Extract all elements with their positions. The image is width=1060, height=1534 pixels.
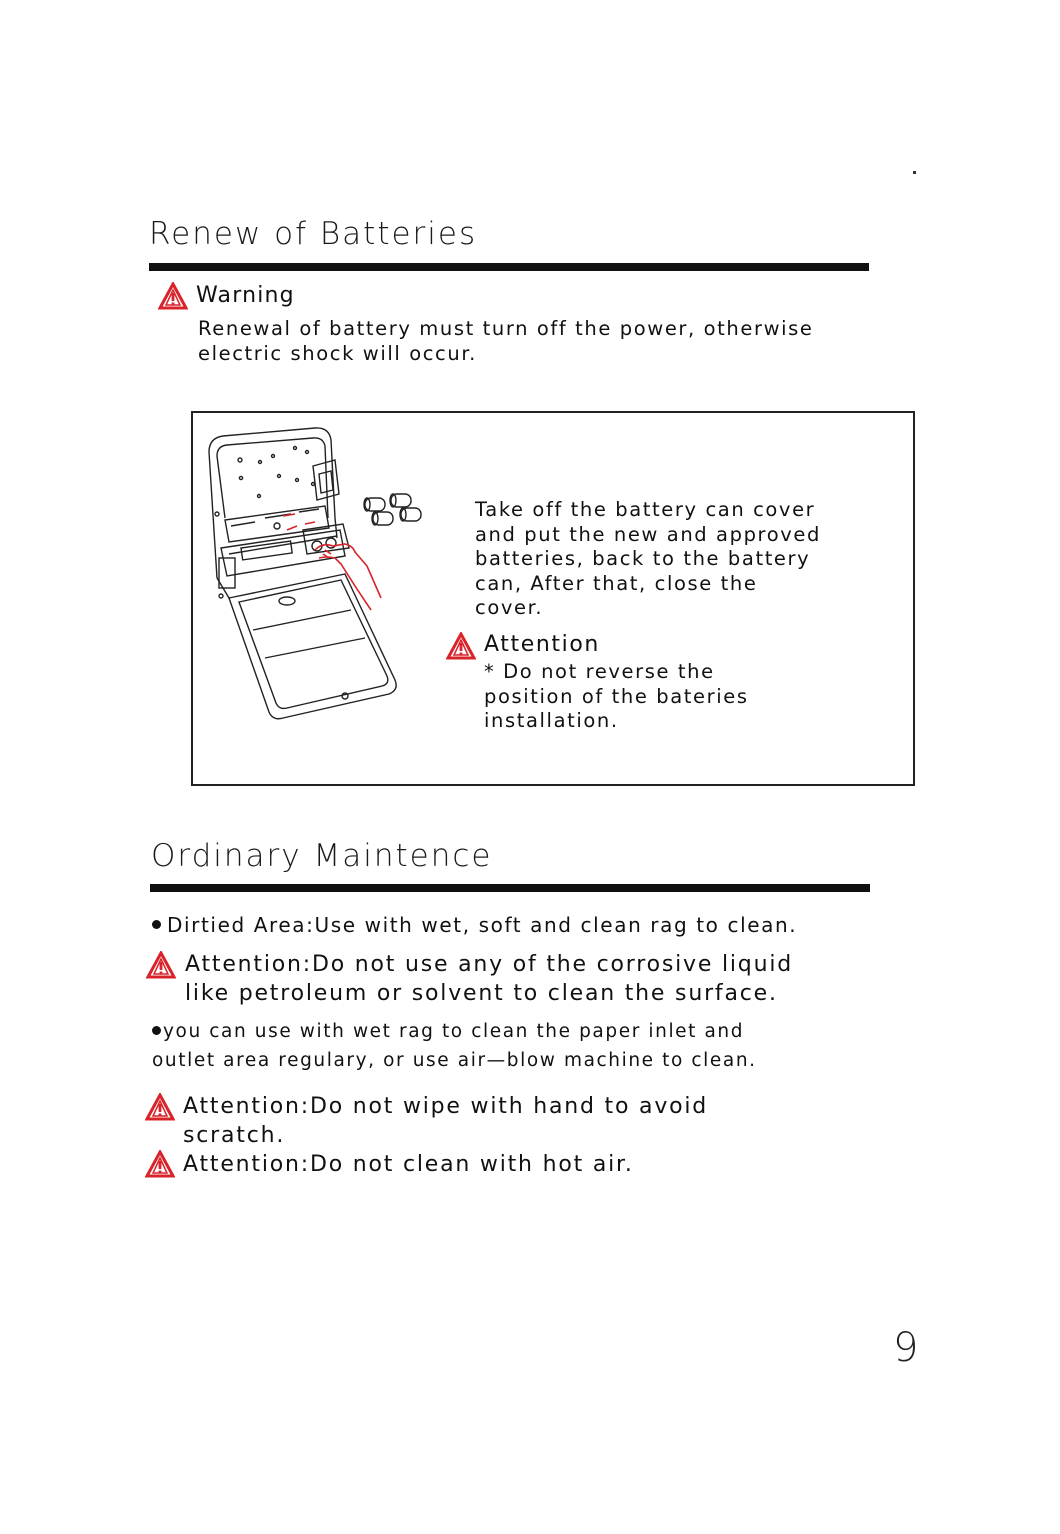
attention-1-line: Attention:Do not use any of the corrosive liquid: [185, 952, 793, 977]
maintenance-bullet-2: [152, 1017, 757, 1075]
figure-attention-label: Attention: [484, 632, 600, 657]
warning-text: [198, 316, 814, 366]
warning-label: Warning: [196, 283, 295, 308]
instruction-line: batteries, back to the battery: [475, 547, 811, 570]
instruction-line: and put the new and approved: [475, 522, 821, 546]
maintenance-attention-1: [185, 950, 793, 1008]
instruction-line: can, After that, close the: [475, 571, 758, 595]
battery-section-rule: [149, 263, 869, 271]
bullet-2-line: you can use with wet rag to clean the paper inlet and: [163, 1021, 745, 1042]
bullet-icon: [152, 920, 161, 929]
bullet-2-line: outlet area regulary, or use air—blow machine to clean.: [152, 1050, 757, 1071]
bullet-1-text: Dirtied Area:Use with wet, soft and clean rag to clean.: [167, 913, 798, 937]
attention-1-line: like petroleum or solvent to clean the surface.: [185, 981, 778, 1006]
attention-line: * Do not reverse the: [484, 660, 715, 683]
warning-line: Renewal of battery must turn off the power, otherwise: [198, 317, 814, 340]
warning-triangle-icon: [446, 632, 476, 660]
battery-section-title: Renew of Batteries: [149, 216, 478, 252]
maintenance-attention-3: Attention:Do not clean with hot air.: [183, 1152, 634, 1177]
warning-triangle-icon: [145, 1093, 175, 1121]
maintenance-section-rule: [150, 884, 870, 892]
warning-triangle-icon: [158, 282, 188, 310]
attention-2-line: Attention:Do not wipe with hand to avoid: [183, 1094, 709, 1119]
maintenance-section-title: Ordinary Maintence: [151, 838, 493, 874]
attention-line: installation.: [484, 709, 619, 732]
bullet-icon: [152, 1026, 161, 1035]
warning-triangle-icon: [145, 1150, 175, 1178]
dispenser-battery-illustration: [195, 418, 445, 738]
battery-instructions: [475, 498, 821, 621]
warning-triangle-icon: [146, 951, 176, 979]
attention-line: position of the bateries: [484, 684, 749, 708]
figure-attention-text: [484, 660, 749, 734]
stray-dot: [913, 171, 916, 174]
instruction-line: Take off the battery can cover: [475, 498, 816, 521]
attention-2-line: scratch.: [183, 1123, 286, 1148]
warning-line: electric shock will occur.: [198, 342, 477, 365]
maintenance-attention-2: [183, 1092, 708, 1150]
instruction-line: cover.: [475, 596, 544, 619]
maintenance-bullet-1: [152, 913, 797, 938]
page-number: 9: [893, 1325, 919, 1371]
